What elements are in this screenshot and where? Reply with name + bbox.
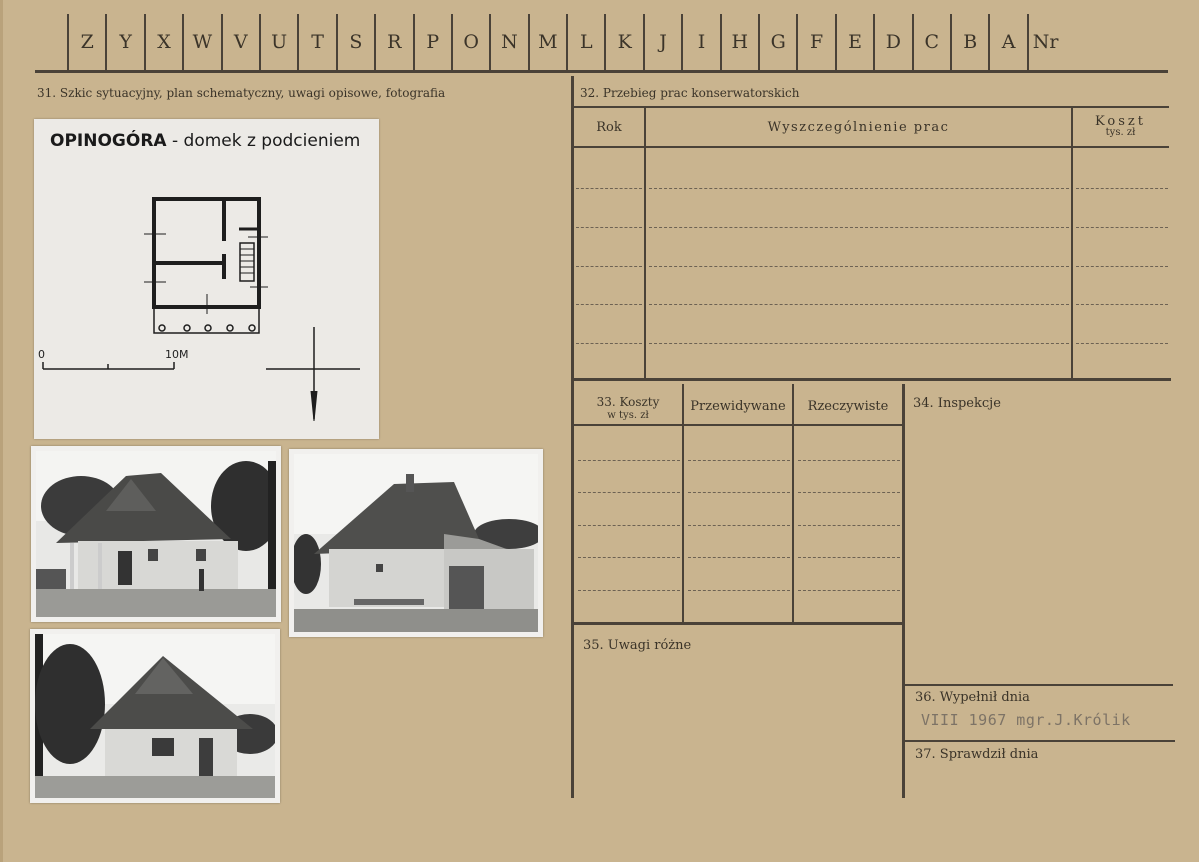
photo-house-gable xyxy=(30,629,280,803)
section-33-title: 33. Koszty xyxy=(596,395,660,409)
floor-plan-drawing xyxy=(34,119,379,439)
section-31-label: 31. Szkic sytuacyjny, plan schematyczny, uwagi opisowe, fotografia xyxy=(37,86,446,100)
letter-cell: T xyxy=(297,14,335,70)
letter-cell: J xyxy=(643,14,681,70)
letter-cell: A xyxy=(988,14,1026,70)
column-cost-header xyxy=(1073,114,1168,138)
table-33-row-rule xyxy=(578,525,680,526)
section-34-label: 34. Inspekcje xyxy=(913,396,1001,411)
table-33-row-rule xyxy=(578,460,680,461)
table-32-row-rule xyxy=(1076,188,1168,189)
table-33-bottom-rule xyxy=(574,622,902,625)
house-side-image xyxy=(294,454,538,632)
letter-cell: Nr xyxy=(1027,14,1065,70)
table-33-row-rule xyxy=(798,557,900,558)
table-33-row-rule xyxy=(578,557,680,558)
table-33-row-rule xyxy=(798,492,900,493)
section-35-label: 35. Uwagi różne xyxy=(583,638,692,653)
letter-cell: L xyxy=(566,14,604,70)
letter-cell: P xyxy=(413,14,451,70)
table-33-row-rule xyxy=(798,525,900,526)
table-33-row-rule xyxy=(688,460,790,461)
table-32-row-rule xyxy=(649,343,1069,344)
column-year-header: Rok xyxy=(596,120,622,135)
scale-start-label: 0 xyxy=(38,348,45,361)
table-33-row-rule xyxy=(688,492,790,493)
table-32-row-rule xyxy=(1076,266,1168,267)
table-32-row-rule xyxy=(1076,227,1168,228)
table-33-col-rule-1 xyxy=(682,384,684,622)
table-32-row-rule xyxy=(576,304,642,305)
section-37-label: 37. Sprawdził dnia xyxy=(915,747,1039,762)
table-32-top-rule xyxy=(574,106,1169,108)
table-33-row-rule xyxy=(798,460,900,461)
table-33-row-rule xyxy=(688,525,790,526)
filled-by-value: VIII 1967 mgr.J.Królik xyxy=(921,711,1131,729)
letter-cell: G xyxy=(758,14,796,70)
table-32-row-rule xyxy=(576,266,642,267)
letter-cell: V xyxy=(221,14,259,70)
letter-index-strip xyxy=(67,14,1067,70)
table-32-row-rule xyxy=(1076,343,1168,344)
table-33-row-rule xyxy=(798,590,900,591)
table-32-row-rule xyxy=(649,266,1069,267)
cost-header-label: Koszt xyxy=(1095,114,1146,129)
letter-cell: R xyxy=(374,14,412,70)
table-32-row-rule xyxy=(576,343,642,344)
house-front-image xyxy=(36,451,276,617)
table-32-row-rule xyxy=(1076,304,1168,305)
letter-cell: M xyxy=(528,14,566,70)
table-32-row-rule xyxy=(649,227,1069,228)
letter-cell: Z xyxy=(67,14,105,70)
letter-cell: K xyxy=(604,14,642,70)
section-36-label: 36. Wypełnił dnia xyxy=(915,690,1030,705)
letter-cell: E xyxy=(835,14,873,70)
section-37-top-rule xyxy=(905,740,1175,742)
header-rule xyxy=(35,70,1168,73)
letter-cell: X xyxy=(144,14,182,70)
table-32-row-rule xyxy=(576,188,642,189)
letter-cell: B xyxy=(950,14,988,70)
section-36-top-rule xyxy=(905,684,1173,686)
section-33-unit: w tys. zł xyxy=(607,410,649,421)
letter-cell: O xyxy=(451,14,489,70)
letter-cell: Y xyxy=(105,14,143,70)
letter-cell: F xyxy=(796,14,834,70)
column-divider xyxy=(571,76,574,798)
column-planned-header: Przewidywane xyxy=(690,399,786,414)
photo-house-front xyxy=(31,446,281,622)
letter-cell: D xyxy=(873,14,911,70)
table-32-row-rule xyxy=(649,304,1069,305)
table-32-row-rule xyxy=(576,227,642,228)
letter-cell: H xyxy=(720,14,758,70)
table-32-col-rule-2 xyxy=(1071,108,1073,380)
table-33-row-rule xyxy=(688,557,790,558)
table-33-row-rule xyxy=(578,492,680,493)
sketch-place-name: OPINOGÓRA xyxy=(50,131,167,151)
column-actual-header: Rzeczywiste xyxy=(807,399,889,414)
house-gable-image xyxy=(35,634,275,798)
table-33-row-rule xyxy=(578,590,680,591)
column-description-header: Wyszczególnienie prac xyxy=(767,120,950,135)
letter-cell: W xyxy=(182,14,220,70)
section-34-divider xyxy=(902,384,905,798)
letter-cell: S xyxy=(336,14,374,70)
section-32-label: 32. Przebieg prac konserwatorskich xyxy=(580,86,800,100)
photo-house-side xyxy=(289,449,543,637)
letter-cell: I xyxy=(681,14,719,70)
table-33-col-rule-2 xyxy=(792,384,794,622)
table-32-row-rule xyxy=(649,188,1069,189)
cost-header-unit: tys. zł xyxy=(1105,127,1136,138)
table-33-header-rule xyxy=(574,424,902,426)
site-sketch xyxy=(34,119,379,439)
letter-cell: U xyxy=(259,14,297,70)
table-32-col-rule-1 xyxy=(644,108,646,380)
table-32-header-rule xyxy=(574,146,1169,148)
letter-cell: C xyxy=(912,14,950,70)
scale-end-label: 10M xyxy=(165,348,189,361)
table-32-bottom-rule xyxy=(574,378,1171,381)
letter-cell: N xyxy=(489,14,527,70)
section-33-label xyxy=(574,396,682,422)
table-33-row-rule xyxy=(688,590,790,591)
sketch-description: - domek z podcieniem xyxy=(171,131,361,151)
